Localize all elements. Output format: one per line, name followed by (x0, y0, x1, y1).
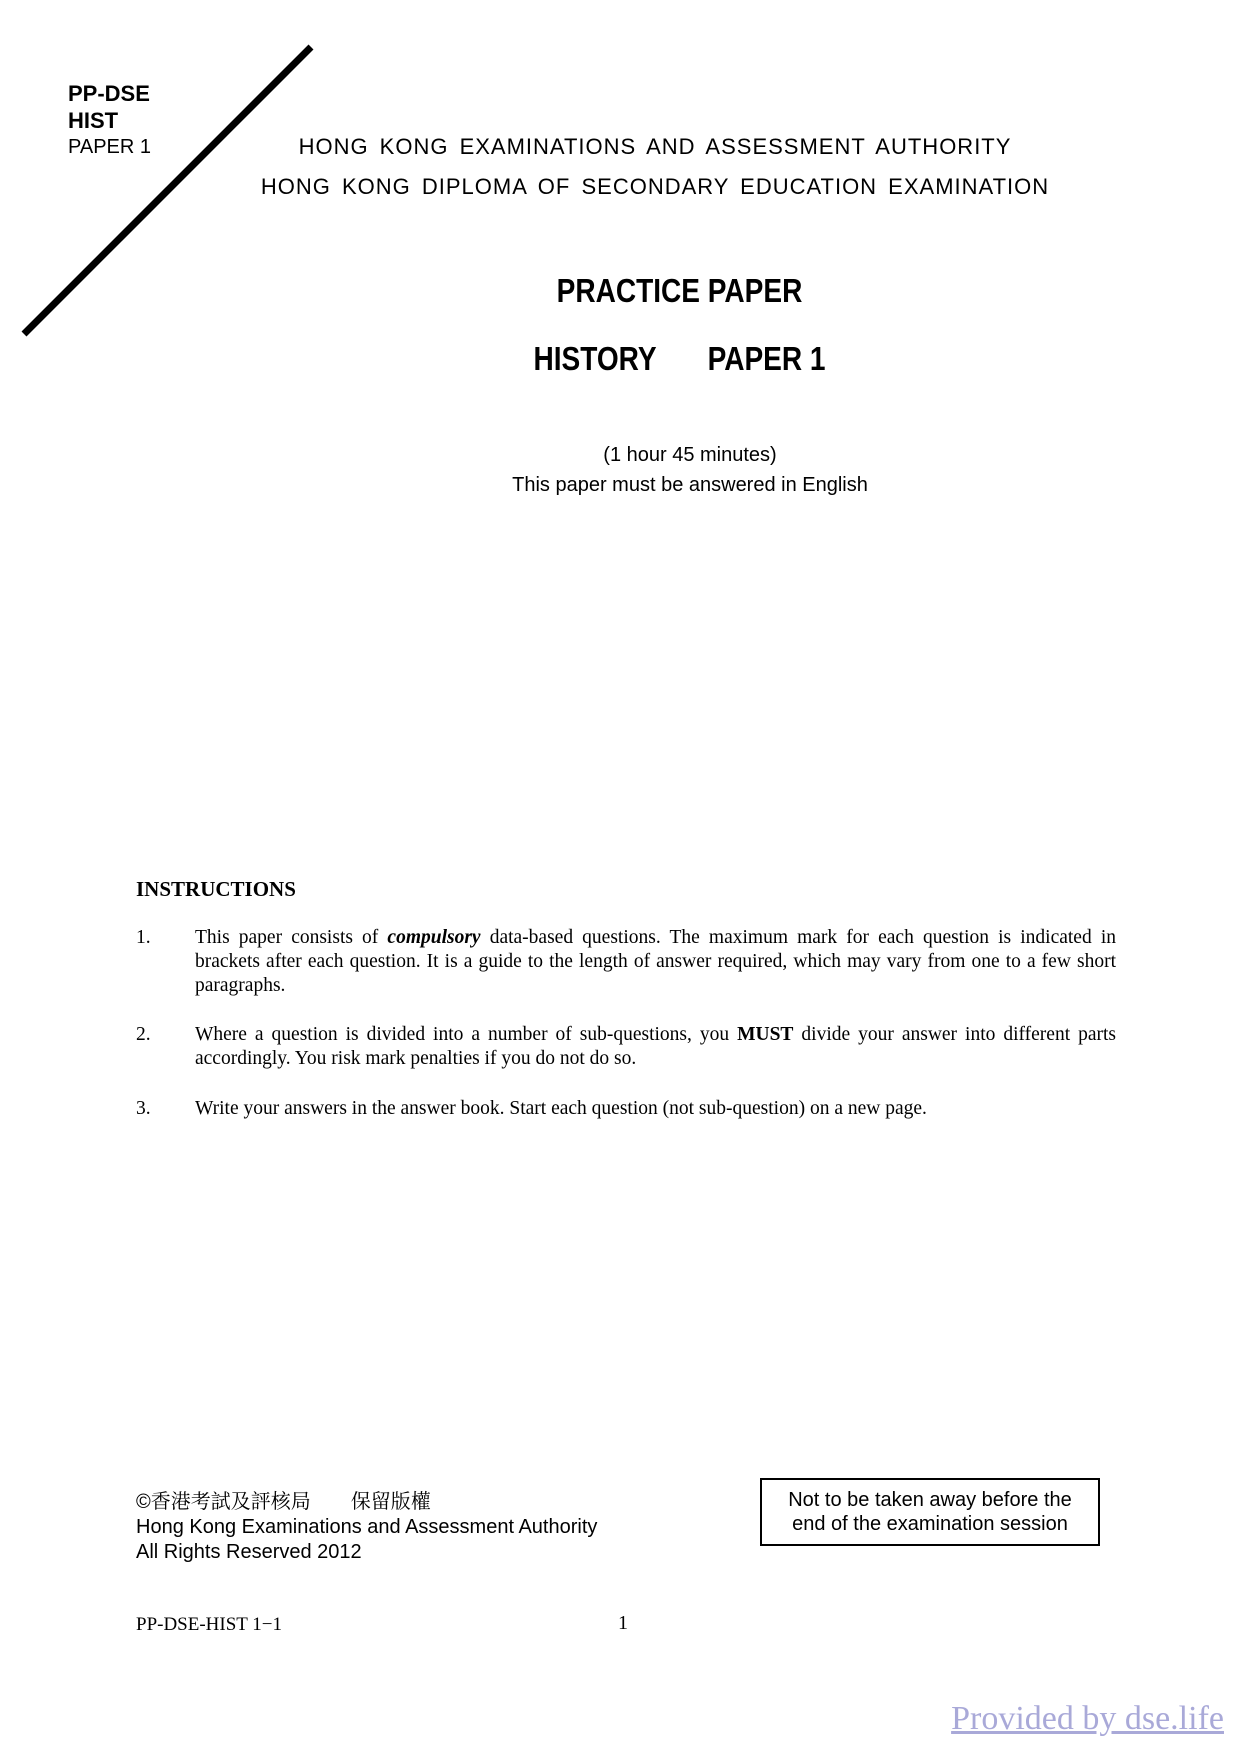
instruction-text: Where a question is divided into a number of sub-questions, you MUST divide your answer into different parts accordingly. You risk mark penalties if you do not do so. (195, 1024, 1116, 1069)
copyright-rights: All Rights Reserved 2012 (136, 1541, 362, 1563)
instruction-text: Write your answers in the answer book. Start each question (not sub-question) on a new page. (195, 1098, 927, 1119)
instruction-number: 2. (136, 1024, 151, 1045)
instruction-number: 3. (136, 1098, 151, 1119)
copyright-block (136, 1490, 597, 1565)
instructions-heading: INSTRUCTIONS (136, 877, 296, 901)
copyright-english: Hong Kong Examinations and Assessment Authority (136, 1516, 598, 1538)
instruction-item (136, 1097, 1116, 1121)
corner-subject: HIST (68, 108, 119, 133)
notice-line-1: Not to be taken away before the (788, 1489, 1072, 1511)
instruction-item (136, 926, 1116, 998)
watermark-link[interactable]: Provided by dse.life (951, 1700, 1224, 1737)
instruction-text: This paper consists of compulsory data-based questions. The maximum mark for each question is indicated in brackets after each question. It is a guide to the length of answer required, which may vary from one to a few short paragraphs. (195, 927, 1116, 996)
notice-box (760, 1478, 1100, 1546)
paper-number: PAPER 1 (707, 340, 826, 377)
practice-paper-title: PRACTICE PAPER (556, 272, 803, 309)
page-number: 1 (618, 1612, 628, 1634)
exam-heading: HONG KONG DIPLOMA OF SECONDARY EDUCATION EXAMINATION (260, 174, 1050, 199)
paper-details (0, 440, 1240, 500)
corner-code: PP-DSE (68, 81, 150, 106)
instruction-item (136, 1023, 1116, 1071)
notice-line-2: end of the examination session (792, 1513, 1068, 1535)
copyright-chinese: ©香港考試及評核局 保留版權 (136, 1491, 431, 1513)
footer-code: PP-DSE-HIST 1−1 (136, 1614, 283, 1635)
corner-paper: PAPER 1 (68, 136, 151, 158)
duration: (1 hour 45 minutes) (603, 444, 777, 466)
language-note: This paper must be answered in English (512, 474, 868, 496)
subject-title (93, 340, 1147, 378)
instruction-number: 1. (136, 927, 151, 948)
authority-heading: HONG KONG EXAMINATIONS AND ASSESSMENT AUTHORITY (298, 134, 1012, 159)
subject-name: HISTORY (533, 340, 657, 377)
